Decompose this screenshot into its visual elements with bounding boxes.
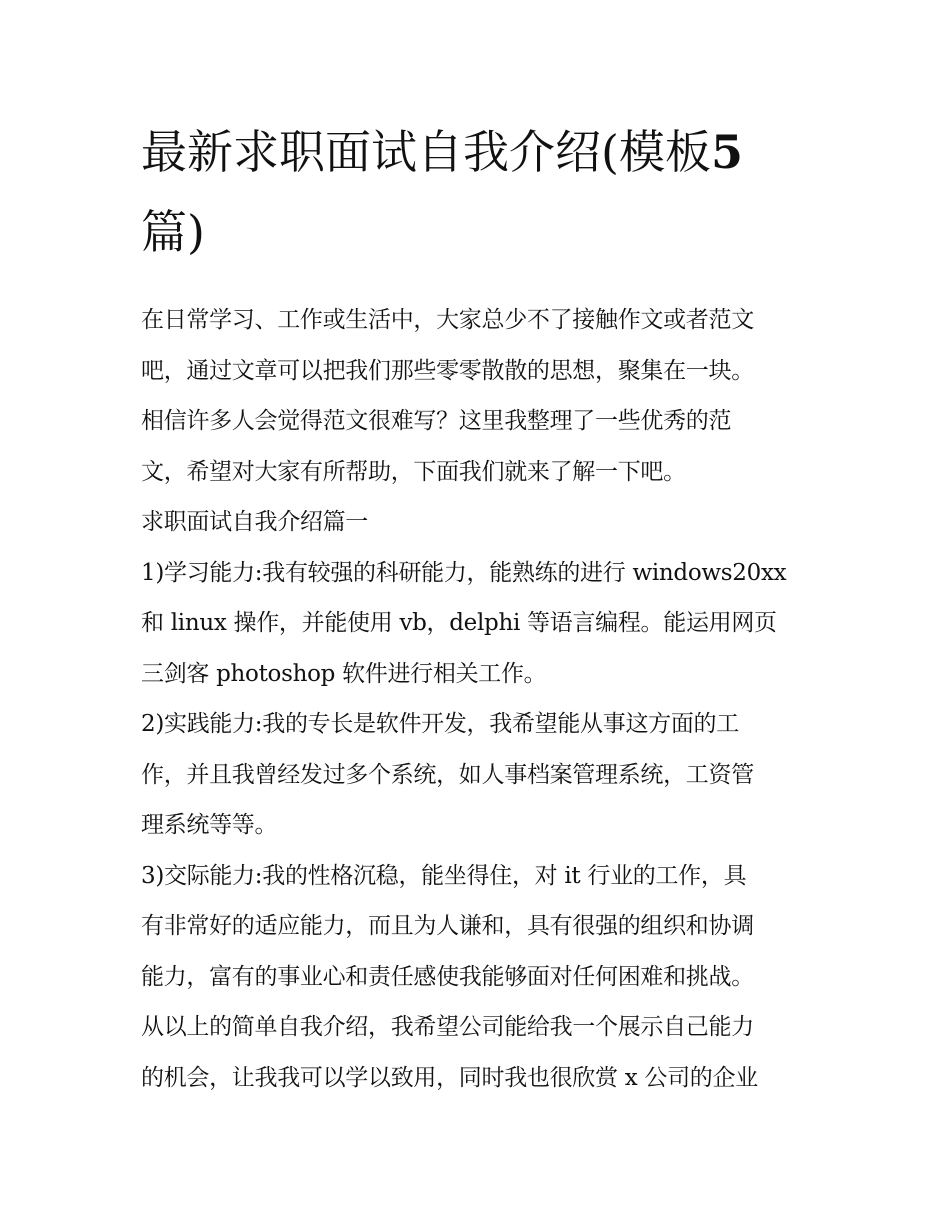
learning-ability-paragraph (141, 548, 813, 700)
intro-paragraph (141, 295, 813, 497)
title-number: 5 (710, 125, 743, 179)
practical-ability-paragraph (141, 699, 813, 851)
paragraph-line: 吧，通过文章可以把我们那些零零散散的思想，聚集在一块。 (141, 357, 754, 384)
paragraph-line: 2)实践能力:我的专长是软件开发，我希望能从事这方面的工 (141, 711, 739, 737)
section-heading-text: 求职面试自我介绍篇一 (141, 509, 369, 535)
title-text-continued: 篇) (141, 205, 205, 259)
paragraph-line: 文，希望对大家有所帮助，下面我们就来了解一下吧。 (141, 458, 686, 485)
paragraph-line: 理系统等等。 (141, 812, 278, 838)
document-body (141, 112, 813, 1103)
paragraph-line: 作，并且我曾经发过多个系统，如人事档案管理系统，工资管 (141, 761, 754, 788)
paragraph-line: 和 linux 操作，并能使用 vb，delphi 等语言编程。能运用网页 (141, 610, 777, 636)
paragraph-line: 3)交际能力:我的性格沉稳，能坐得住，对 it 行业的工作，具 (141, 862, 747, 889)
paragraph-line: 相信许多人会觉得范文很难写？这里我整理了一些优秀的范 (141, 408, 732, 434)
social-ability-paragraph (141, 851, 813, 1104)
paragraph-line: 从以上的简单自我介绍，我希望公司能给我一个展示自己能力 (141, 1014, 754, 1040)
paragraph-line: 有非常好的适应能力，而且为人谦和，具有很强的组织和协调 (141, 913, 754, 939)
paragraph-line: 的机会，让我我可以学以致用，同时我也很欣赏 x 公司的企业 (141, 1064, 758, 1091)
paragraph-line: 三剑客 photoshop 软件进行相关工作。 (141, 660, 547, 687)
document-title (141, 112, 813, 272)
paragraph-line: 能力，富有的事业心和责任感使我能够面对任何困难和挑战。 (141, 963, 754, 990)
paragraph-line: 1)学习能力:我有较强的科研能力，能熟练的进行 windows20xx (141, 559, 787, 586)
title-text: 最新求职面试自我介绍(模板 (141, 125, 711, 179)
paragraph-line: 在日常学习、工作或生活中，大家总少不了接触作文或者范文 (141, 307, 754, 333)
section-heading (141, 497, 813, 548)
